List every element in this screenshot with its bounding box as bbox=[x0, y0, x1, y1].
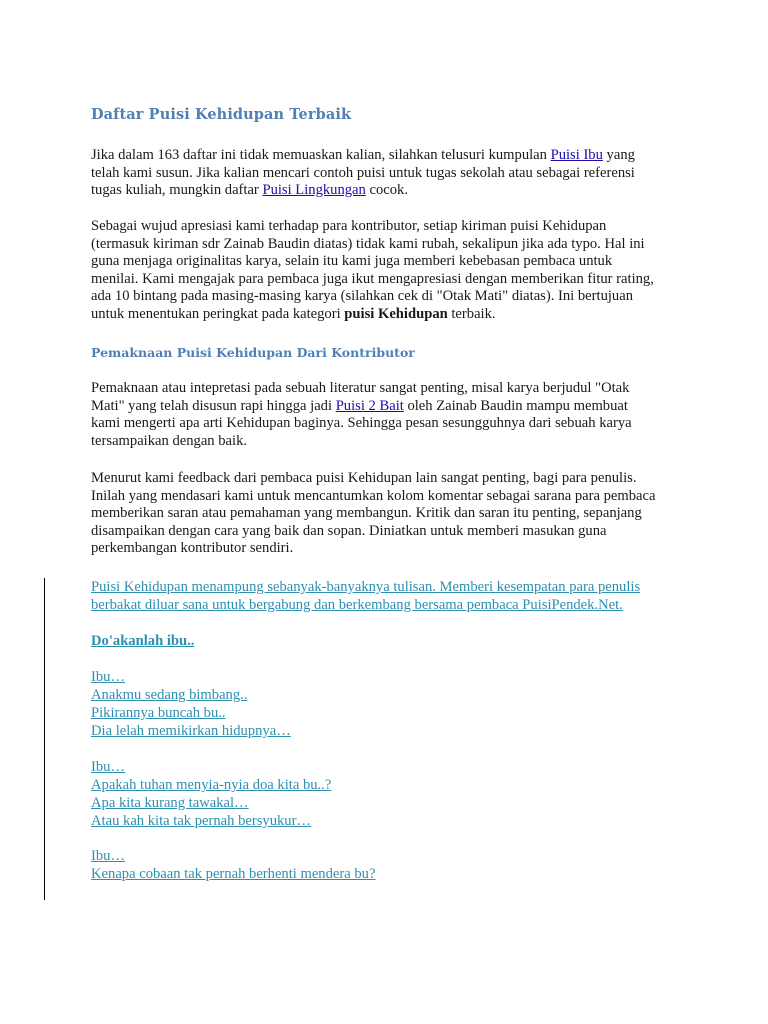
poem-title[interactable]: Do'akanlah ibu.. bbox=[91, 633, 195, 649]
poem-line[interactable]: Pikirannya buncah bu.. bbox=[91, 705, 226, 721]
feedback-line-5: perkembangan kontributor sendiri. bbox=[91, 540, 294, 557]
pemaknaan-line-2 bbox=[91, 398, 691, 416]
intro-text-b: yang bbox=[602, 147, 635, 163]
apresiasi-paragraph bbox=[91, 218, 691, 324]
feedback-line-2: Inilah yang mendasari kami untuk mencantumkan kolom komentar sebagai sarana para pembaca bbox=[91, 487, 656, 504]
feedback-line-1: Menurut kami feedback dari pembaca puisi Kehidupan lain sangat penting, bagi para penulis. bbox=[91, 470, 637, 486]
poem-stanza-1 bbox=[91, 668, 291, 740]
promo-paragraph bbox=[91, 578, 640, 614]
intro-text-c: tugas kuliah, mungkin daftar bbox=[91, 182, 263, 199]
promo-link-line-1[interactable]: Puisi Kehidupan menampung sebanyak-banyaknya tulisan. Memberi kesempatan para penulis bbox=[91, 579, 641, 595]
apresiasi-line-1: Sebagai wujud apresiasi kami terhadap para kontributor, setiap kiriman puisi Kehidupan bbox=[91, 218, 607, 234]
intro-line-2: telah kami susun. Jika kalian mencari contoh puisi untuk tugas sekolah atau sebagai referensi bbox=[91, 164, 635, 181]
poem-line[interactable]: Ibu… bbox=[91, 848, 126, 864]
link-puisi-ibu[interactable]: Puisi Ibu bbox=[550, 147, 603, 163]
intro-text-a: Jika dalam 163 daftar ini tidak memuaskan kalian, silahkan telusuri kumpulan bbox=[91, 147, 551, 163]
intro-line-3 bbox=[91, 182, 691, 200]
pemaknaan-line-1: Pemaknaan atau intepretasi pada sebuah literatur sangat penting, misal karya berjudul "Otak bbox=[91, 380, 630, 396]
apresiasi-text-a: untuk menentukan peringkat pada kategori bbox=[91, 305, 345, 322]
feedback-paragraph bbox=[91, 470, 691, 558]
poem-line[interactable]: Ibu… bbox=[91, 669, 126, 685]
pemaknaan-line-4: tersampaikan dengan baik. bbox=[91, 432, 248, 449]
margin-change-bar bbox=[44, 578, 45, 900]
apresiasi-line-6 bbox=[91, 306, 691, 324]
pemaknaan-text-a: Mati" yang telah disusun rapi hingga jadi bbox=[91, 397, 336, 414]
feedback-line-3: memberikan saran atau pemahaman yang membangun. Kritik dan saran itu penting, sepanjang bbox=[91, 505, 642, 522]
poem-line[interactable]: Apa kita kurang tawakal… bbox=[91, 795, 249, 811]
poem-line[interactable]: Kenapa cobaan tak pernah berhenti mendera bu? bbox=[91, 866, 376, 882]
apresiasi-bold-term: puisi Kehidupan bbox=[344, 305, 448, 322]
pemaknaan-line-3: kami mengerti apa arti Kehidupan baginya. Sehingga pesan sesungguhnya dari sebuah karya bbox=[91, 415, 632, 432]
poem-stanza-2 bbox=[91, 758, 331, 830]
page-title: Daftar Puisi Kehidupan Terbaik bbox=[91, 106, 352, 123]
apresiasi-line-5: ada 10 bintang pada masing-masing karya (silahkan cek di "Otak Mati" diatas). Ini bertujuan bbox=[91, 288, 633, 305]
link-puisi-lingkungan[interactable]: Puisi Lingkungan bbox=[262, 182, 366, 199]
intro-paragraph bbox=[91, 147, 691, 200]
poem-line[interactable]: Apakah tuhan menyia-nyia doa kita bu..? bbox=[91, 777, 332, 793]
pemaknaan-paragraph bbox=[91, 380, 691, 450]
pemaknaan-text-b: oleh Zainab Baudin mampu membuat bbox=[403, 397, 628, 414]
poem-line[interactable]: Anakmu sedang bimbang.. bbox=[91, 687, 248, 703]
poem-line[interactable]: Dia lelah memikirkan hidupnya… bbox=[91, 723, 291, 739]
apresiasi-text-b: terbaik. bbox=[447, 305, 496, 322]
link-puisi-2-bait[interactable]: Puisi 2 Bait bbox=[335, 397, 404, 414]
apresiasi-line-4: menilai. Kami mengajak para pembaca juga ikut mengapresiasi dengan memberikan fitur rating, bbox=[91, 270, 654, 287]
poem-stanza-3 bbox=[91, 847, 375, 883]
poem-line[interactable]: Atau kah kita tak pernah bersyukur… bbox=[91, 813, 312, 829]
poem-line[interactable]: Ibu… bbox=[91, 759, 126, 775]
apresiasi-line-2: (termasuk kiriman sdr Zainab Baudin diatas) tidak kami rubah, sekalipun jika ada typo. Hal ini bbox=[91, 235, 645, 252]
intro-text-d: cocok. bbox=[365, 182, 408, 199]
apresiasi-line-3: guna menjaga originalitas karya, selain itu kami juga memberi kebebasan pembaca untuk bbox=[91, 253, 613, 270]
intro-line-1 bbox=[91, 147, 691, 165]
feedback-line-4: disampaikan dengan cara yang baik dan sopan. Diniatkan untuk memberi masukan guna bbox=[91, 522, 607, 539]
promo-link-line-2[interactable]: berbakat diluar sana untuk bergabung dan berkembang bersama pembaca PuisiPendek.Net. bbox=[91, 597, 623, 613]
section-subtitle: Pemaknaan Puisi Kehidupan Dari Kontributor bbox=[91, 345, 415, 360]
